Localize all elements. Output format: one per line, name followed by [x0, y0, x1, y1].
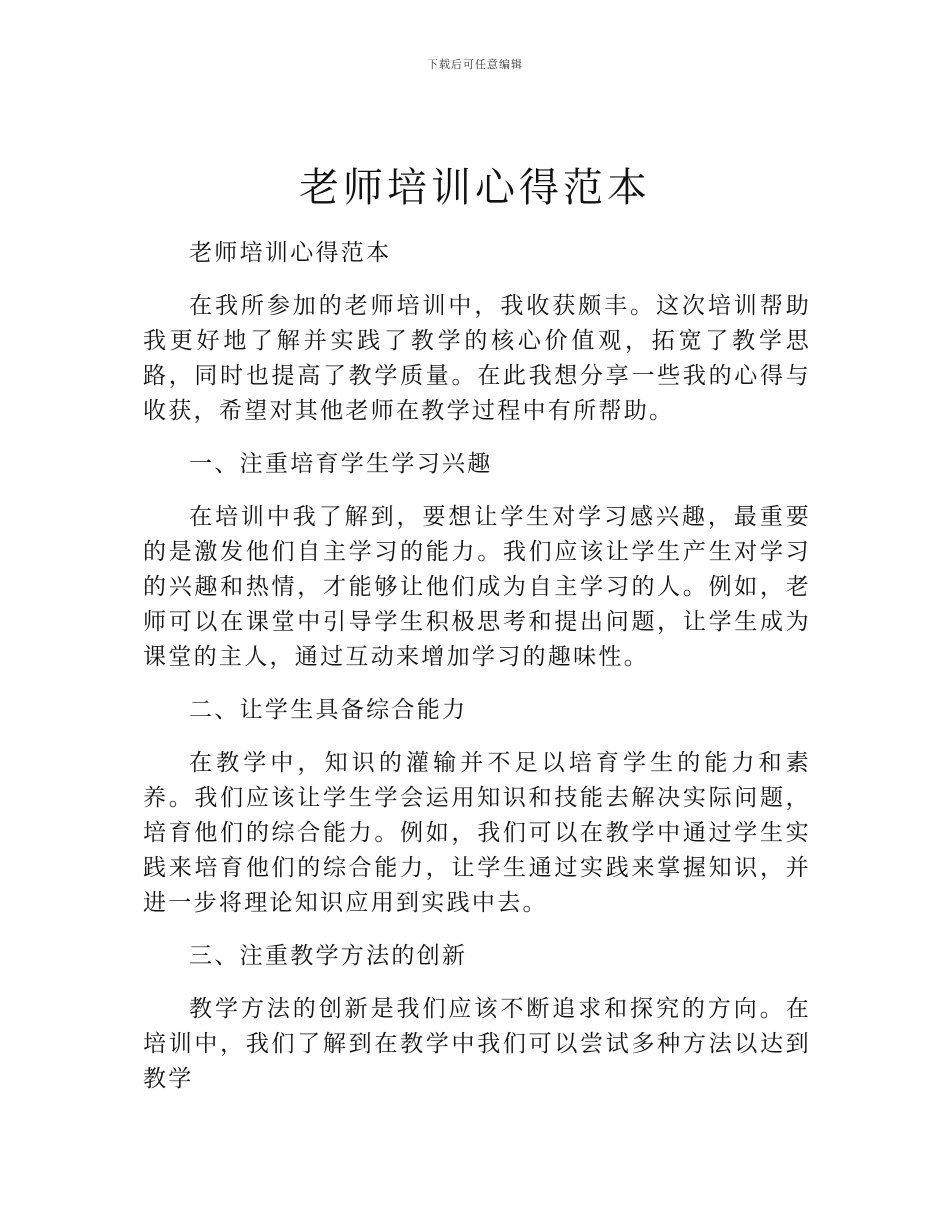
section-heading-3: 三、注重教学方法的创新 [189, 943, 468, 969]
section-paragraph-3: 教学方法的创新是我们应该不断追求和探究的方向。在培训中，我们了解到在教学中我们可以尝试多种方法以达到教学 [143, 996, 811, 1092]
section-heading-2: 二、让学生具备综合能力 [189, 697, 468, 723]
section-heading-1: 一、注重培育学生学习兴趣 [189, 451, 493, 477]
intro-paragraph: 在我所参加的老师培训中，我收获颇丰。这次培训帮助我更好地了解并实践了教学的核心价值观，拓宽了教学思路，同时也提高了教学质量。在此我想分享一些我的心得与收获，希望对其他老师在教学过程中有所帮助。 [143, 293, 811, 424]
header-note: 下载后可任意编辑 [427, 58, 523, 71]
document-body [143, 236, 811, 1115]
document-title: 老师培训心得范本 [299, 165, 651, 211]
section-paragraph-2: 在教学中，知识的灌输并不足以培育学生的能力和素养。我们应该让学生学会运用知识和技能去解决实际问题，培育他们的综合能力。例如，我们可以在教学中通过学生实践来培育他们的综合能力，让学生通过实践来掌握知识，并进一步将理论知识应用到实践中去。 [143, 750, 811, 916]
subtitle-paragraph: 老师培训心得范本 [189, 240, 392, 266]
section-paragraph-1: 在培训中我了解到，要想让学生对学习感兴趣，最重要的是激发他们自主学习的能力。我们应该让学生产生对学习的兴趣和热情，才能够让他们成为自主学习的人。例如，老师可以在课堂中引导学生积极思考和提出问题，让学生成为课堂的主人，通过互动来增加学习的趣味性。 [143, 504, 811, 670]
